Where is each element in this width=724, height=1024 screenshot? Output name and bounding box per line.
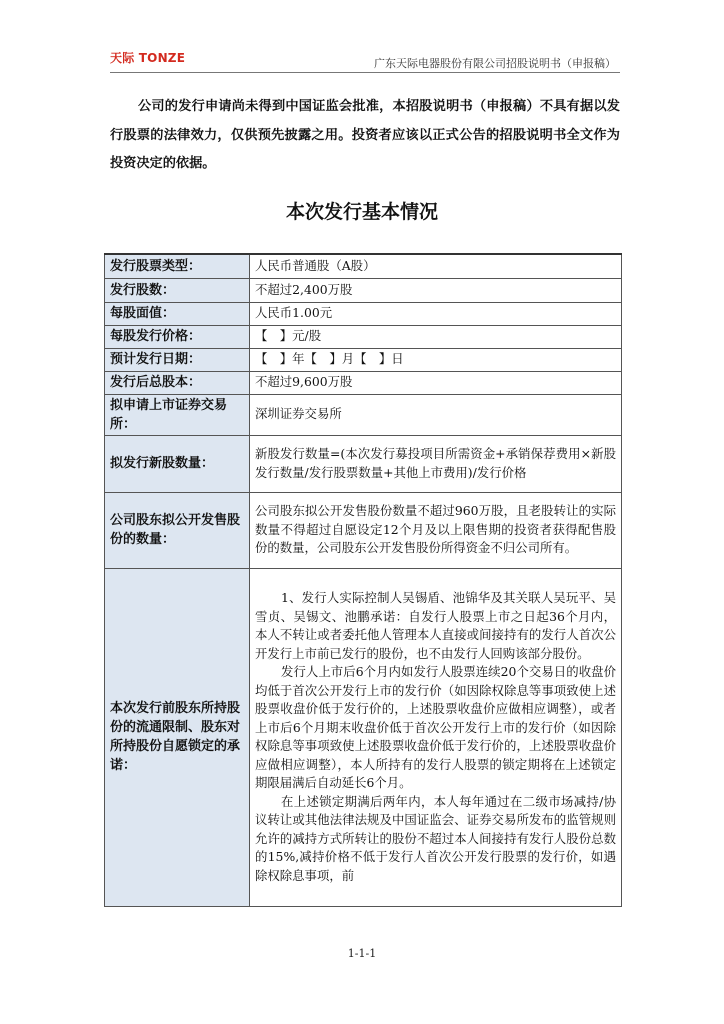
row-value: 不超过2,400万股 — [250, 278, 622, 302]
table-row — [105, 325, 622, 348]
row-value: 公司股东拟公开发售股份数量不超过960万股，且老股转让的实际数量不得超过自愿设定12个月及以上限售期的投资者获得配售股份的数量，公司股东公开发售股份所得资金不归公司所有。 — [250, 492, 622, 568]
header-title: 广东天际电器股份有限公司招股说明书（申报稿） — [374, 57, 616, 70]
table-row — [105, 254, 622, 278]
row-label: 预计发行日期： — [105, 348, 250, 371]
table-row — [105, 348, 622, 371]
company-logo: 天际 TONZE — [110, 51, 186, 65]
row-value — [250, 568, 622, 906]
table-row — [105, 568, 622, 906]
row-label: 本次发行前股东所持股份的流通限制、股东对所持股份自愿锁定的承诺： — [105, 568, 250, 906]
row-value: 【 】元/股 — [250, 325, 622, 348]
row-value: 新股发行数量=(本次发行募投项目所需资金+承销保荐费用×新股发行数量/发行股票数量+其他上市费用)/发行价格 — [250, 435, 622, 492]
row-label: 发行后总股本： — [105, 371, 250, 394]
disclaimer-notice: 公司的发行申请尚未得到中国证监会批准，本招股说明书（申报稿）不具有据以发行股票的法律效力，仅供预先披露之用。投资者应该以正式公告的招股说明书全文作为投资决定的依据。 — [110, 99, 620, 171]
row-value: 深圳证券交易所 — [250, 394, 622, 435]
row-label: 拟发行新股数量： — [105, 435, 250, 492]
offering-info-table — [104, 253, 622, 907]
row-label: 每股发行价格： — [105, 325, 250, 348]
table-row — [105, 492, 622, 568]
row-label: 每股面值： — [105, 302, 250, 325]
offering-info-table-container — [104, 253, 622, 907]
row-label: 拟申请上市证券交易所： — [105, 394, 250, 435]
table-row — [105, 278, 622, 302]
row-label: 发行股数： — [105, 278, 250, 302]
lockup-paragraph: 1、发行人实际控制人吴锡盾、池锦华及其关联人吴玩平、吴雪贞、吴锡文、池鹏承诺：自发行人股票上市之日起36个月内，本人不转让或者委托他人管理本人直接或间接持有的发行人首次公开发行上市前已发行的股份，也不由发行人回购该部分股份。 — [255, 590, 616, 661]
page-number: 1-1-1 — [347, 947, 377, 960]
row-label: 发行股票类型： — [105, 254, 250, 278]
row-value: 【 】年【 】月【 】日 — [250, 348, 622, 371]
page-title: 本次发行基本情况 — [285, 201, 438, 223]
row-value: 人民币普通股（A股） — [250, 254, 622, 278]
table-row — [105, 302, 622, 325]
header-divider — [110, 72, 620, 73]
row-label: 公司股东拟公开发售股份的数量： — [105, 492, 250, 568]
lockup-paragraph: 发行人上市后6个月内如发行人股票连续20个交易日的收盘价均低于首次公开发行上市的发行价（如因除权除息等事项致使上述股票收盘价低于发行价的，上述股票收盘价应做相应调整），或者上市后6个月期末收盘价低于首次公开发行上市的发行价（如因除权除息等事项致使上述股票收盘价低于发行价的，上述股票收盘价应做相应调整），本人所持有的发行人股票的锁定期将在上述锁定期限届满后自动延长6个月。 — [255, 664, 616, 790]
lockup-paragraph: 在上述锁定期满后两年内，本人每年通过在二级市场减持/协议转让或其他法律法规及中国证监会、证券交易所发布的监管规则允许的减持方式所转让的股份不超过本人间接持有发行人股份总数的15%,减持价格不低于发行人首次公开发行股票的发行价，如遇除权除息事项，前 — [255, 793, 616, 883]
table-row — [105, 394, 622, 435]
table-row — [105, 435, 622, 492]
table-row — [105, 371, 622, 394]
row-value: 不超过9,600万股 — [250, 371, 622, 394]
row-value: 人民币1.00元 — [250, 302, 622, 325]
